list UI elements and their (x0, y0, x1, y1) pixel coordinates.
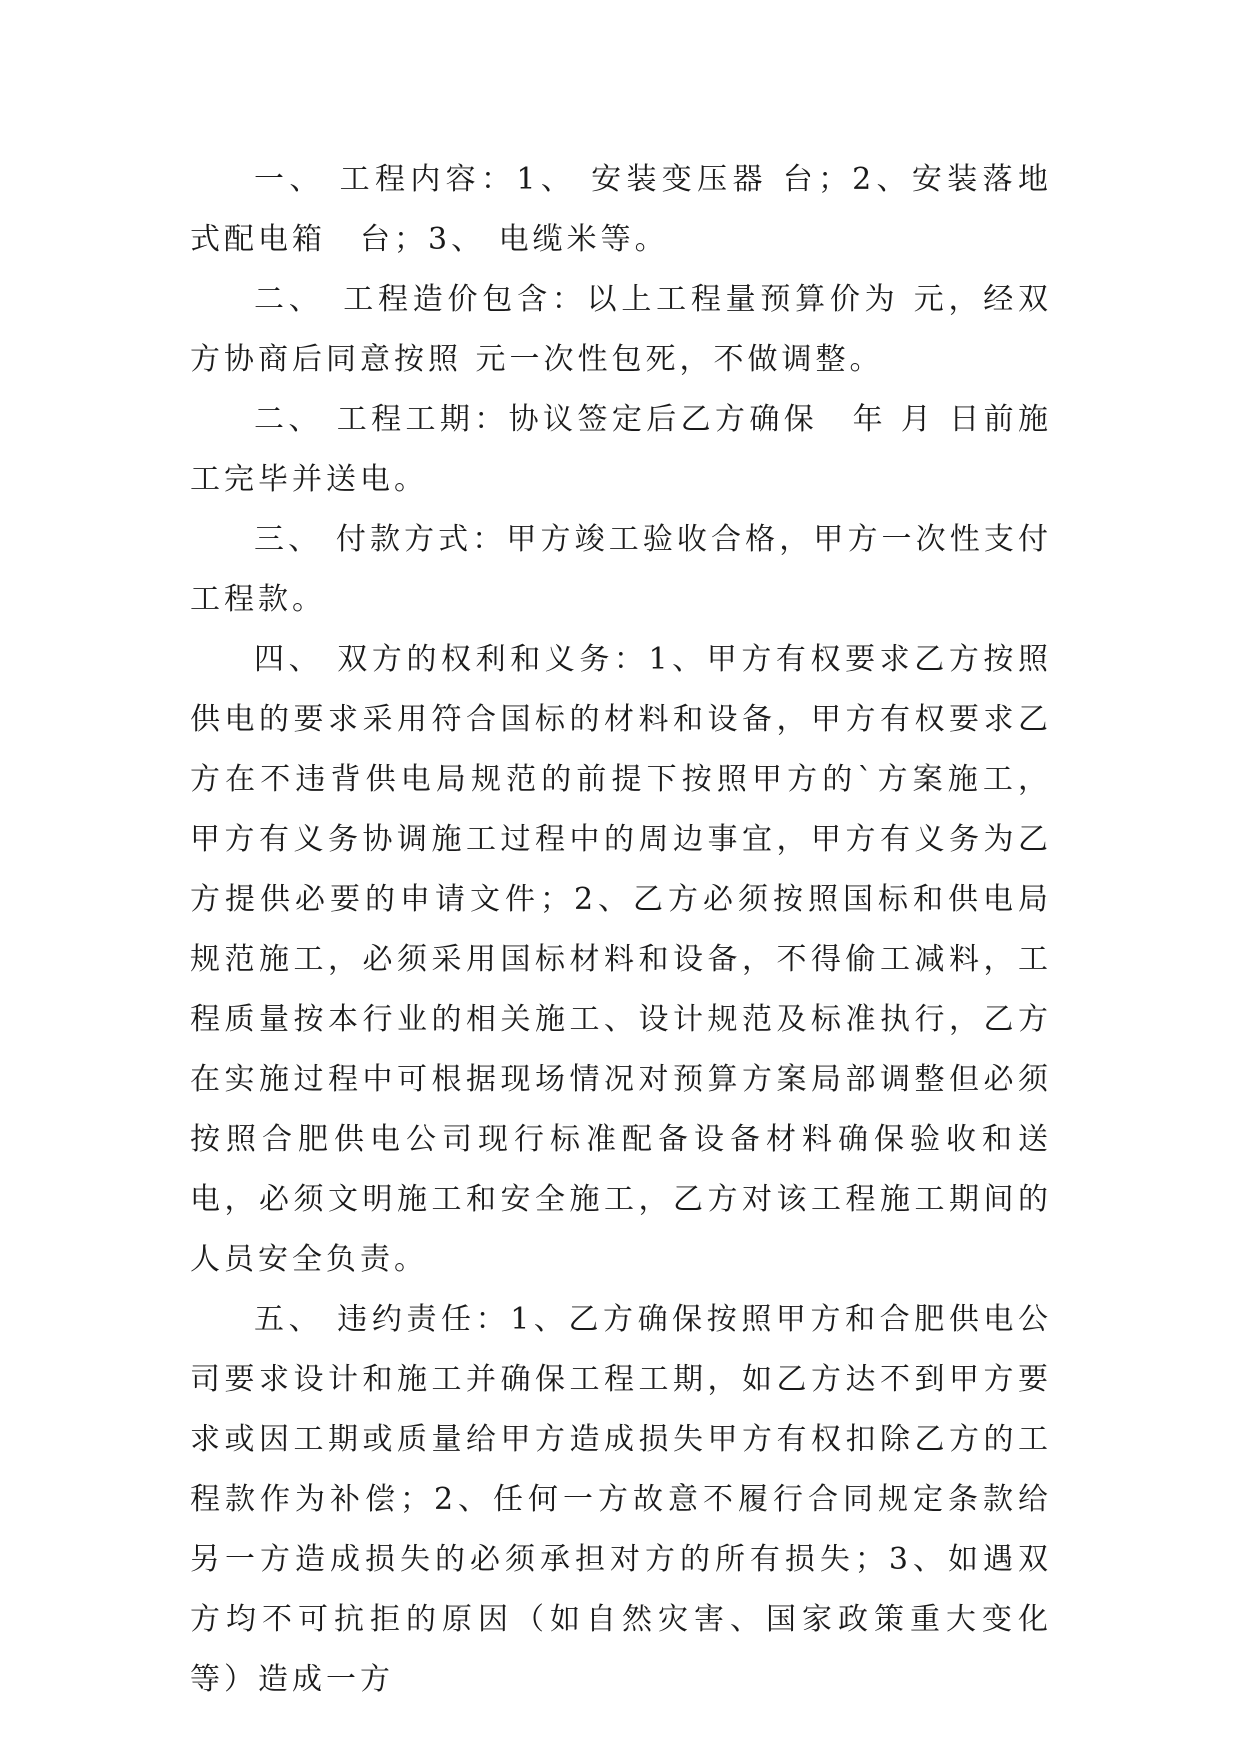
clause-breach-liability: 五、 违约责任：1、乙方确保按照甲方和合肥供电公司要求设计和施工并确保工程工期，如乙方达不到甲方要求或因工期或质量给甲方造成损失甲方有权扣除乙方的工程款作为补偿；2、任何一方故意不履行合同规定条款给另一方造成损失的必须承担对方的所有损失；3、如遇双方均不可抗拒的原因（如自然灾害、国家政策重大变化等）造成一方 (190, 1302, 1052, 1697)
clause-payment-method: 三、 付款方式：甲方竣工验收合格，甲方一次性支付工程款。 (190, 522, 1052, 617)
document-page (190, 150, 1052, 1710)
clause-work-content: 一、 工程内容：1、 安装变压器 台；2、安装落地式配电箱 台；3、 电缆米等。 (190, 162, 1052, 257)
clause-project-cost: 二、 工程造价包含：以上工程量预算价为 元，经双方协商后同意按照 元一次性包死，不做调整。 (190, 282, 1052, 377)
clause-rights-obligations: 四、 双方的权利和义务：1、甲方有权要求乙方按照供电的要求采用符合国标的材料和设备，甲方有权要求乙方在不违背供电局规范的前提下按照甲方的`方案施工，甲方有义务协调施工过程中的周边事宜，甲方有义务为乙方提供必要的申请文件；2、乙方必须按照国标和供电局规范施工，必须采用国标材料和设备，不得偷工减料，工程质量按本行业的相关施工、设计规范及标准执行，乙方在实施过程中可根据现场情况对预算方案局部调整但必须按照合肥供电公司现行标准配备设备材料确保验收和送电，必须文明施工和安全施工，乙方对该工程施工期间的人员安全负责。 (190, 642, 1052, 1277)
clause-construction-period: 二、 工程工期：协议签定后乙方确保 年 月 日前施工完毕并送电。 (190, 402, 1052, 497)
